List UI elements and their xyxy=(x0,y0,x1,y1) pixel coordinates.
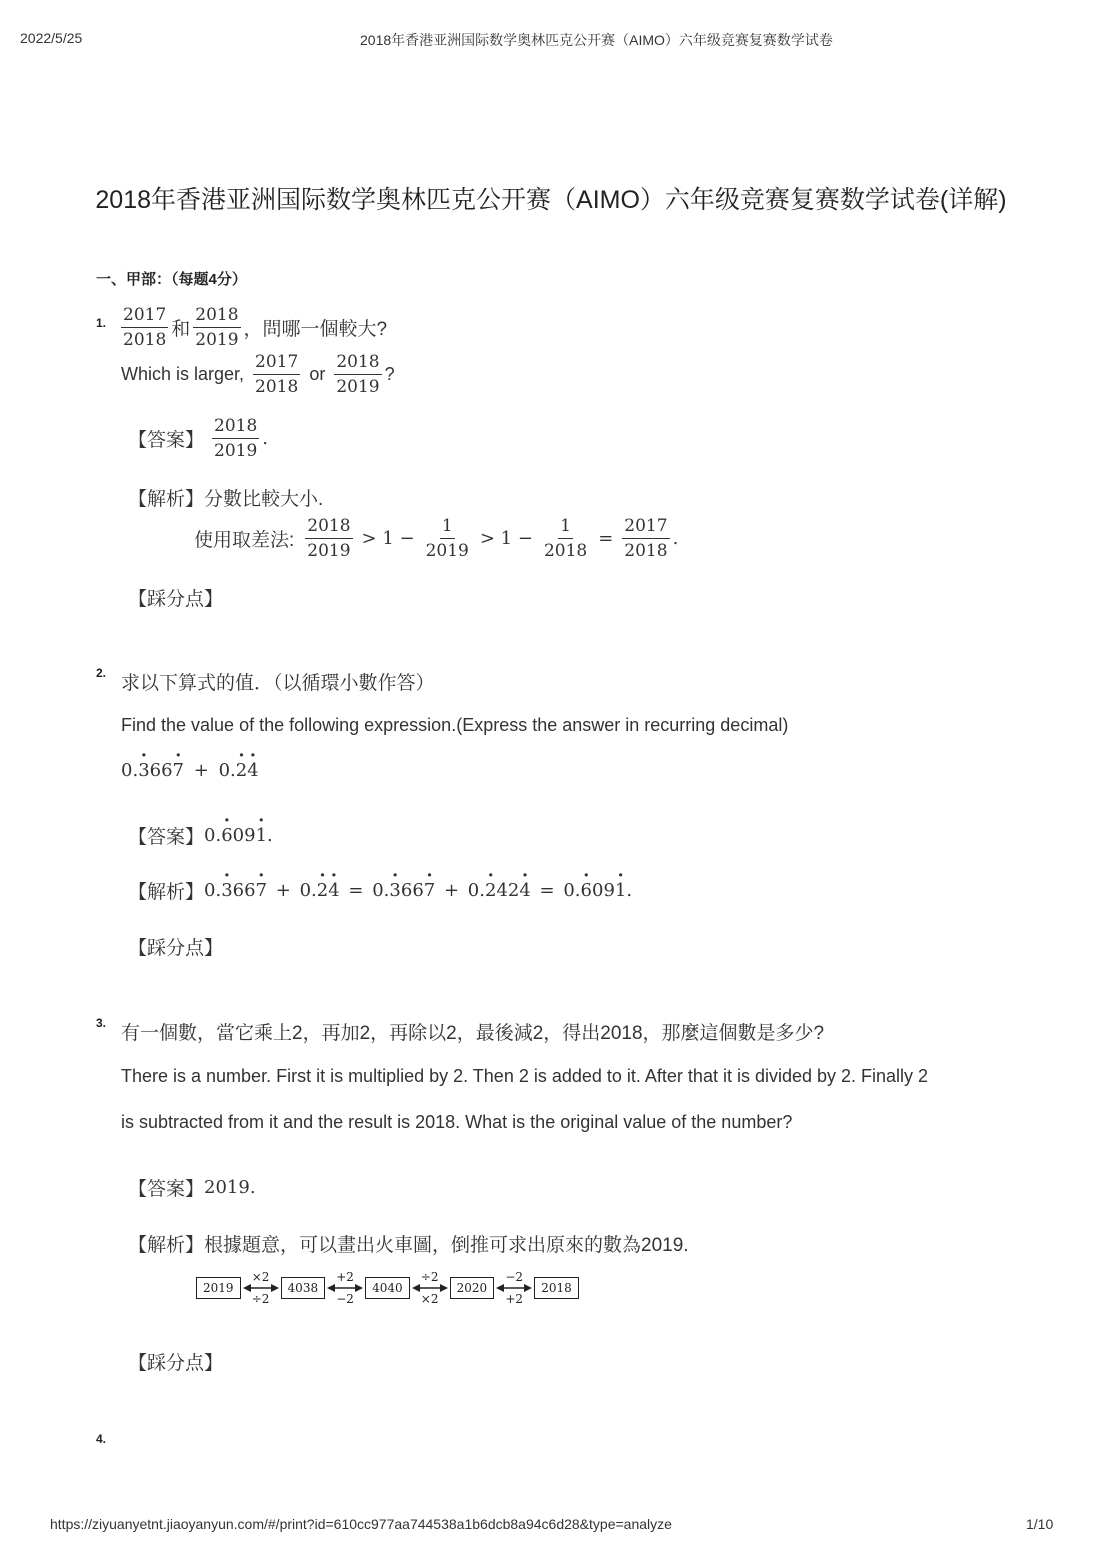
fraction: $\frac{2017}{2018}$ xyxy=(624,516,668,561)
train-arrow: +2 −2 xyxy=(325,1270,365,1306)
q3-chinese-prompt: 有一個數，當它乘上2，再加2，再除以2，最後減2，得出2018，那麼這個數是多少? xyxy=(121,1023,825,1044)
q1-method: 使用取差法: $\frac{2018}{2019}$ > 1 − $\frac{1}{2019}$ > 1 − $\frac{1}{2018}$ = $\frac{2017}{2018}$ . xyxy=(194,516,679,561)
document-title: 2018年香港亚洲国际数学奥林匹克公开赛（AIMO）六年级竞赛复赛数学试卷(详解) xyxy=(95,186,1007,214)
q3-scoring-points: 【踩分点】 xyxy=(128,1353,224,1374)
footer-url[interactable]: https://ziyuanyetnt.jiaoyanyun.com/#/print?id=610cc977aa744538a1b6dcb8a94c6d28&type=analyze xyxy=(50,1516,672,1532)
q2-chinese-prompt: 求以下算式的值．（以循環小數作答） xyxy=(121,673,435,694)
section-heading: 一、甲部：（每题4分） xyxy=(96,271,247,288)
q2-answer: 【答案】 0.· 609· 1. xyxy=(128,822,273,849)
q1-scoring-points: 【踩分点】 xyxy=(128,589,224,610)
fraction: $\frac{2018}{2019}$ xyxy=(336,352,380,397)
fraction: $\frac{2018}{2019}$ xyxy=(195,305,239,350)
train-box: 2020 xyxy=(450,1277,495,1299)
q2-analysis: 【解析】 0.· 366· 7 + 0.· 2· 4 = 0.· 366· 7 + 0.· 242· 4 = 0.· 609· 1. xyxy=(128,877,632,904)
q1-answer: 【答案】 $\frac{2018}{2019}$ . xyxy=(128,416,269,461)
q2-scoring-points: 【踩分点】 xyxy=(128,938,224,959)
q3-english-line-2: is subtracted from it and the result is 2018. What is the original value of the number? xyxy=(121,1112,793,1132)
train-arrow: −2 +2 xyxy=(494,1270,534,1306)
fraction: $\frac{1}{2018}$ xyxy=(543,516,588,561)
print-date: 2022/5/25 xyxy=(20,30,83,46)
fraction: $\frac{2018}{2019}$ xyxy=(307,516,351,561)
fraction: $\frac{2017}{2018}$ xyxy=(255,352,299,397)
q3-english-line-1: There is a number. First it is multiplied by 2. Then 2 is added to it. After that it is divided by 2. Finally 2 xyxy=(121,1066,929,1086)
q2-english-prompt: Find the value of the following expression.(Express the answer in recurring decimal) xyxy=(121,715,789,735)
fraction: $\frac{2017}{2018}$ xyxy=(123,305,167,350)
fraction: $\frac{1}{2019}$ xyxy=(425,516,469,561)
train-box: 4038 xyxy=(281,1277,326,1299)
question-number: 3. xyxy=(96,1016,107,1030)
train-arrow: ÷2 ×2 xyxy=(410,1270,450,1306)
q3-analysis: 【解析】 根據題意，可以畫出火車圖，倒推可求出原來的數為2019. xyxy=(128,1235,689,1256)
question-number: 4. xyxy=(96,1432,107,1446)
fraction: $\frac{2018}{2019}$ xyxy=(214,416,258,461)
train-arrow: ×2 ÷2 xyxy=(241,1270,281,1306)
q1-english-prompt: Which is larger, $\frac{2017}{2018}$ or $\frac{2018}{2019}$ ? xyxy=(121,352,395,397)
print-header-title: 2018年香港亚洲国际数学奥林匹克公开赛（AIMO）六年级竞赛复赛数学试卷 xyxy=(360,32,833,48)
train-box: 2019 xyxy=(196,1277,241,1299)
question-number: 2. xyxy=(96,666,107,680)
question-number: 1. xyxy=(96,316,107,330)
train-box: 2018 xyxy=(534,1277,579,1299)
q1-analysis: 【解析】 分數比較大小. xyxy=(128,489,324,510)
page-number: 1/10 xyxy=(1026,1516,1054,1532)
q1-chinese-prompt: $\frac{2017}{2018}$ 和 $\frac{2018}{2019}$ ，問哪一個較大? xyxy=(123,305,388,350)
train-box: 4040 xyxy=(365,1277,410,1299)
train-diagram xyxy=(196,1270,579,1306)
q2-expression: 0.· 366· 7 + 0.· 2· 4 xyxy=(121,760,259,781)
q3-answer: 【答案】 2019. xyxy=(128,1177,256,1200)
